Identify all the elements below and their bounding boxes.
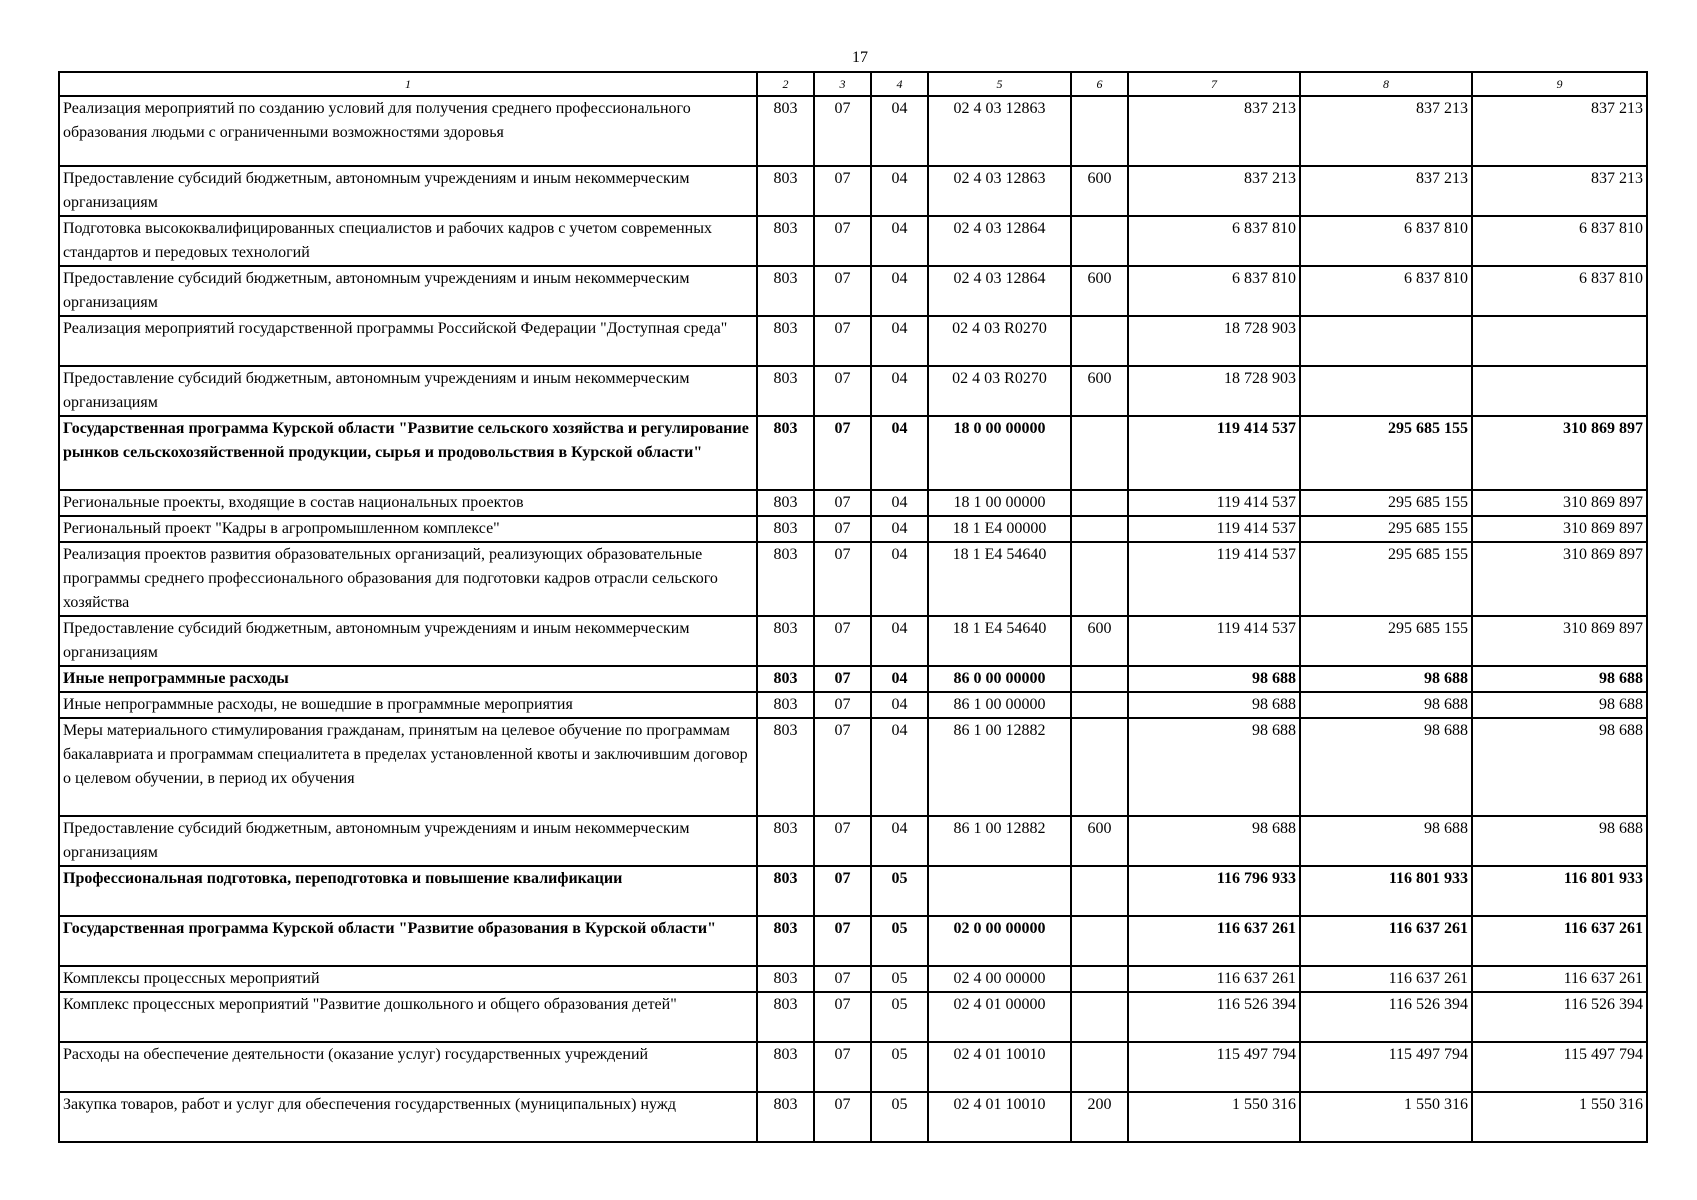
table-row — [59, 542, 1647, 616]
target-article-cell: 02 0 00 00000 — [928, 916, 1071, 966]
section-code-cell: 07 — [814, 616, 871, 666]
row-name-cell: Иные непрограммные расходы — [59, 666, 757, 692]
section-code-cell: 07 — [814, 1092, 871, 1142]
amount-year-1-cell: 119 414 537 — [1128, 616, 1300, 666]
table-row — [59, 916, 1647, 966]
section-code-cell: 07 — [814, 992, 871, 1042]
admin-code-cell: 803 — [757, 616, 814, 666]
table-row — [59, 666, 1647, 692]
row-name-cell: Реализация мероприятий по созданию условий для получения среднего профессионального образования людьми с ограниченными возможностями здоровья — [59, 96, 757, 166]
row-name-cell: Государственная программа Курской области "Развитие сельского хозяйства и регулирование рынков сельскохозяйственной продукции, сырья и продовольствия в Курской области" — [59, 416, 757, 490]
expense-type-cell — [1071, 1042, 1128, 1092]
amount-year-3-cell: 1 550 316 — [1472, 1092, 1647, 1142]
amount-year-2-cell: 6 837 810 — [1300, 266, 1472, 316]
row-name-cell: Предоставление субсидий бюджетным, автономным учреждениям и иным некоммерческим организациям — [59, 616, 757, 666]
target-article-cell: 86 1 00 00000 — [928, 692, 1071, 718]
amount-year-3-cell: 98 688 — [1472, 816, 1647, 866]
admin-code-cell: 803 — [757, 490, 814, 516]
row-name-cell: Предоставление субсидий бюджетным, автономным учреждениям и иным некоммерческим организациям — [59, 366, 757, 416]
section-code-cell: 07 — [814, 916, 871, 966]
table-row — [59, 1092, 1647, 1142]
subsection-code-cell: 05 — [871, 1042, 928, 1092]
page-number: 17 — [852, 49, 868, 66]
row-name-cell: Реализация мероприятий государственной программы Российской Федерации "Доступная среда" — [59, 316, 757, 366]
amount-year-2-cell: 295 685 155 — [1300, 490, 1472, 516]
column-number: 4 — [871, 72, 928, 96]
subsection-code-cell: 05 — [871, 916, 928, 966]
amount-year-2-cell: 295 685 155 — [1300, 416, 1472, 490]
subsection-code-cell: 04 — [871, 96, 928, 166]
target-article-cell: 02 4 00 00000 — [928, 966, 1071, 992]
amount-year-3-cell — [1472, 366, 1647, 416]
section-code-cell: 07 — [814, 1042, 871, 1092]
column-number: 2 — [757, 72, 814, 96]
amount-year-3-cell: 837 213 — [1472, 96, 1647, 166]
amount-year-1-cell: 115 497 794 — [1128, 1042, 1300, 1092]
section-code-cell: 07 — [814, 96, 871, 166]
subsection-code-cell: 04 — [871, 816, 928, 866]
amount-year-1-cell: 119 414 537 — [1128, 542, 1300, 616]
amount-year-2-cell: 295 685 155 — [1300, 542, 1472, 616]
section-code-cell: 07 — [814, 366, 871, 416]
section-code-cell: 07 — [814, 718, 871, 816]
amount-year-2-cell: 115 497 794 — [1300, 1042, 1472, 1092]
column-number: 6 — [1071, 72, 1128, 96]
table-row — [59, 96, 1647, 166]
amount-year-3-cell: 6 837 810 — [1472, 216, 1647, 266]
section-code-cell: 07 — [814, 816, 871, 866]
amount-year-1-cell: 837 213 — [1128, 166, 1300, 216]
admin-code-cell: 803 — [757, 216, 814, 266]
target-article-cell: 18 0 00 00000 — [928, 416, 1071, 490]
amount-year-3-cell: 98 688 — [1472, 666, 1647, 692]
expense-type-cell: 600 — [1071, 616, 1128, 666]
admin-code-cell: 803 — [757, 316, 814, 366]
admin-code-cell: 803 — [757, 992, 814, 1042]
expense-type-cell: 600 — [1071, 166, 1128, 216]
amount-year-2-cell: 116 526 394 — [1300, 992, 1472, 1042]
subsection-code-cell: 04 — [871, 490, 928, 516]
table-row — [59, 966, 1647, 992]
amount-year-2-cell — [1300, 366, 1472, 416]
target-article-cell: 02 4 01 10010 — [928, 1092, 1071, 1142]
target-article-cell: 02 4 03 R0270 — [928, 366, 1071, 416]
target-article-cell: 02 4 03 12864 — [928, 266, 1071, 316]
admin-code-cell: 803 — [757, 166, 814, 216]
expense-type-cell — [1071, 916, 1128, 966]
column-number: 9 — [1472, 72, 1647, 96]
amount-year-2-cell — [1300, 316, 1472, 366]
expense-type-cell — [1071, 866, 1128, 916]
admin-code-cell: 803 — [757, 966, 814, 992]
amount-year-2-cell: 116 637 261 — [1300, 966, 1472, 992]
amount-year-3-cell: 116 637 261 — [1472, 966, 1647, 992]
expense-type-cell — [1071, 966, 1128, 992]
amount-year-2-cell: 116 637 261 — [1300, 916, 1472, 966]
subsection-code-cell: 04 — [871, 216, 928, 266]
row-name-cell: Подготовка высококвалифицированных специалистов и рабочих кадров с учетом современных стандартов и передовых технологий — [59, 216, 757, 266]
admin-code-cell: 803 — [757, 516, 814, 542]
amount-year-2-cell: 6 837 810 — [1300, 216, 1472, 266]
table-row — [59, 316, 1647, 366]
column-number: 5 — [928, 72, 1071, 96]
subsection-code-cell: 04 — [871, 316, 928, 366]
target-article-cell: 02 4 01 00000 — [928, 992, 1071, 1042]
table-body — [59, 96, 1647, 1142]
amount-year-1-cell: 119 414 537 — [1128, 490, 1300, 516]
amount-year-1-cell: 1 550 316 — [1128, 1092, 1300, 1142]
row-name-cell: Меры материального стимулирования гражданам, принятым на целевое обучение по программам бакалавриата и программам специалитета в пределах установленной квоты и заключившим договор о целевом обучении, в период их обучения — [59, 718, 757, 816]
table-row — [59, 816, 1647, 866]
expense-type-cell — [1071, 692, 1128, 718]
subsection-code-cell: 05 — [871, 966, 928, 992]
target-article-cell: 02 4 01 10010 — [928, 1042, 1071, 1092]
amount-year-3-cell: 310 869 897 — [1472, 490, 1647, 516]
table-row — [59, 216, 1647, 266]
admin-code-cell: 803 — [757, 1042, 814, 1092]
expense-type-cell — [1071, 516, 1128, 542]
budget-table — [58, 71, 1648, 1143]
expense-type-cell — [1071, 992, 1128, 1042]
table-row — [59, 992, 1647, 1042]
section-code-cell: 07 — [814, 692, 871, 718]
column-number-row — [59, 72, 1647, 96]
subsection-code-cell: 04 — [871, 516, 928, 542]
row-name-cell: Региональный проект "Кадры в агропромышленном комплексе" — [59, 516, 757, 542]
admin-code-cell: 803 — [757, 718, 814, 816]
table-row — [59, 166, 1647, 216]
table-row — [59, 516, 1647, 542]
amount-year-1-cell: 116 637 261 — [1128, 966, 1300, 992]
subsection-code-cell: 04 — [871, 692, 928, 718]
amount-year-1-cell: 116 526 394 — [1128, 992, 1300, 1042]
expense-type-cell — [1071, 666, 1128, 692]
amount-year-1-cell: 119 414 537 — [1128, 416, 1300, 490]
expense-type-cell: 200 — [1071, 1092, 1128, 1142]
section-code-cell: 07 — [814, 490, 871, 516]
amount-year-1-cell: 6 837 810 — [1128, 216, 1300, 266]
expense-type-cell — [1071, 542, 1128, 616]
admin-code-cell: 803 — [757, 266, 814, 316]
amount-year-2-cell: 116 801 933 — [1300, 866, 1472, 916]
expense-type-cell — [1071, 96, 1128, 166]
row-name-cell: Предоставление субсидий бюджетным, автономным учреждениям и иным некоммерческим организациям — [59, 166, 757, 216]
section-code-cell: 07 — [814, 266, 871, 316]
table-row — [59, 718, 1647, 816]
amount-year-3-cell: 310 869 897 — [1472, 516, 1647, 542]
amount-year-2-cell: 1 550 316 — [1300, 1092, 1472, 1142]
target-article-cell: 18 1 E4 54640 — [928, 616, 1071, 666]
target-article-cell — [928, 866, 1071, 916]
section-code-cell: 07 — [814, 416, 871, 490]
amount-year-2-cell: 98 688 — [1300, 692, 1472, 718]
admin-code-cell: 803 — [757, 816, 814, 866]
subsection-code-cell: 04 — [871, 666, 928, 692]
table-row — [59, 266, 1647, 316]
amount-year-2-cell: 295 685 155 — [1300, 616, 1472, 666]
expense-type-cell: 600 — [1071, 366, 1128, 416]
target-article-cell: 18 1 E4 54640 — [928, 542, 1071, 616]
table-row — [59, 1042, 1647, 1092]
table-row — [59, 366, 1647, 416]
expense-type-cell: 600 — [1071, 816, 1128, 866]
row-name-cell: Комплексы процессных мероприятий — [59, 966, 757, 992]
table-row — [59, 692, 1647, 718]
amount-year-3-cell: 310 869 897 — [1472, 616, 1647, 666]
section-code-cell: 07 — [814, 666, 871, 692]
amount-year-1-cell: 98 688 — [1128, 718, 1300, 816]
amount-year-3-cell: 310 869 897 — [1472, 542, 1647, 616]
target-article-cell: 02 4 03 12864 — [928, 216, 1071, 266]
amount-year-2-cell: 98 688 — [1300, 666, 1472, 692]
amount-year-2-cell: 295 685 155 — [1300, 516, 1472, 542]
row-name-cell: Иные непрограммные расходы, не вошедшие в программные мероприятия — [59, 692, 757, 718]
table-row — [59, 416, 1647, 490]
target-article-cell: 02 4 03 12863 — [928, 166, 1071, 216]
subsection-code-cell: 04 — [871, 616, 928, 666]
target-article-cell: 02 4 03 12863 — [928, 96, 1071, 166]
target-article-cell: 86 0 00 00000 — [928, 666, 1071, 692]
section-code-cell: 07 — [814, 866, 871, 916]
target-article-cell: 18 1 E4 00000 — [928, 516, 1071, 542]
column-number: 7 — [1128, 72, 1300, 96]
expense-type-cell — [1071, 718, 1128, 816]
admin-code-cell: 803 — [757, 916, 814, 966]
row-name-cell: Государственная программа Курской области "Развитие образования в Курской области" — [59, 916, 757, 966]
admin-code-cell: 803 — [757, 692, 814, 718]
table-row — [59, 866, 1647, 916]
expense-type-cell: 600 — [1071, 266, 1128, 316]
subsection-code-cell: 04 — [871, 542, 928, 616]
amount-year-1-cell: 18 728 903 — [1128, 366, 1300, 416]
admin-code-cell: 803 — [757, 542, 814, 616]
subsection-code-cell: 04 — [871, 718, 928, 816]
target-article-cell: 18 1 00 00000 — [928, 490, 1071, 516]
expense-type-cell — [1071, 416, 1128, 490]
subsection-code-cell: 04 — [871, 366, 928, 416]
amount-year-3-cell: 310 869 897 — [1472, 416, 1647, 490]
subsection-code-cell: 05 — [871, 1092, 928, 1142]
section-code-cell: 07 — [814, 966, 871, 992]
target-article-cell: 86 1 00 12882 — [928, 718, 1071, 816]
column-number: 8 — [1300, 72, 1472, 96]
amount-year-3-cell: 115 497 794 — [1472, 1042, 1647, 1092]
admin-code-cell: 803 — [757, 416, 814, 490]
row-name-cell: Комплекс процессных мероприятий "Развитие дошкольного и общего образования детей" — [59, 992, 757, 1042]
amount-year-2-cell: 837 213 — [1300, 166, 1472, 216]
amount-year-3-cell: 116 801 933 — [1472, 866, 1647, 916]
amount-year-1-cell: 98 688 — [1128, 666, 1300, 692]
amount-year-2-cell: 98 688 — [1300, 816, 1472, 866]
amount-year-3-cell — [1472, 316, 1647, 366]
row-name-cell: Реализация проектов развития образовательных организаций, реализующих образовательные программы среднего профессионального образования для подготовки кадров отрасли сельского хозяйства — [59, 542, 757, 616]
amount-year-3-cell: 116 526 394 — [1472, 992, 1647, 1042]
section-code-cell: 07 — [814, 216, 871, 266]
section-code-cell: 07 — [814, 316, 871, 366]
section-code-cell: 07 — [814, 166, 871, 216]
admin-code-cell: 803 — [757, 866, 814, 916]
subsection-code-cell: 04 — [871, 416, 928, 490]
amount-year-2-cell: 837 213 — [1300, 96, 1472, 166]
row-name-cell: Региональные проекты, входящие в состав национальных проектов — [59, 490, 757, 516]
amount-year-1-cell: 119 414 537 — [1128, 516, 1300, 542]
amount-year-3-cell: 98 688 — [1472, 718, 1647, 816]
section-code-cell: 07 — [814, 542, 871, 616]
amount-year-1-cell: 116 796 933 — [1128, 866, 1300, 916]
row-name-cell: Профессиональная подготовка, переподготовка и повышение квалификации — [59, 866, 757, 916]
row-name-cell: Закупка товаров, работ и услуг для обеспечения государственных (муниципальных) нужд — [59, 1092, 757, 1142]
amount-year-3-cell: 116 637 261 — [1472, 916, 1647, 966]
subsection-code-cell: 05 — [871, 992, 928, 1042]
amount-year-3-cell: 6 837 810 — [1472, 266, 1647, 316]
expense-type-cell — [1071, 490, 1128, 516]
subsection-code-cell: 05 — [871, 866, 928, 916]
amount-year-1-cell: 98 688 — [1128, 692, 1300, 718]
table-row — [59, 490, 1647, 516]
target-article-cell: 02 4 03 R0270 — [928, 316, 1071, 366]
column-number: 1 — [59, 72, 757, 96]
subsection-code-cell: 04 — [871, 266, 928, 316]
row-name-cell: Предоставление субсидий бюджетным, автономным учреждениям и иным некоммерческим организациям — [59, 816, 757, 866]
amount-year-3-cell: 837 213 — [1472, 166, 1647, 216]
amount-year-2-cell: 98 688 — [1300, 718, 1472, 816]
column-number: 3 — [814, 72, 871, 96]
expense-type-cell — [1071, 216, 1128, 266]
admin-code-cell: 803 — [757, 96, 814, 166]
subsection-code-cell: 04 — [871, 166, 928, 216]
row-name-cell: Предоставление субсидий бюджетным, автономным учреждениям и иным некоммерческим организациям — [59, 266, 757, 316]
amount-year-1-cell: 116 637 261 — [1128, 916, 1300, 966]
row-name-cell: Расходы на обеспечение деятельности (оказание услуг) государственных учреждений — [59, 1042, 757, 1092]
amount-year-3-cell: 98 688 — [1472, 692, 1647, 718]
target-article-cell: 86 1 00 12882 — [928, 816, 1071, 866]
amount-year-1-cell: 6 837 810 — [1128, 266, 1300, 316]
admin-code-cell: 803 — [757, 366, 814, 416]
admin-code-cell: 803 — [757, 1092, 814, 1142]
amount-year-1-cell: 837 213 — [1128, 96, 1300, 166]
table-row — [59, 616, 1647, 666]
admin-code-cell: 803 — [757, 666, 814, 692]
section-code-cell: 07 — [814, 516, 871, 542]
amount-year-1-cell: 98 688 — [1128, 816, 1300, 866]
expense-type-cell — [1071, 316, 1128, 366]
amount-year-1-cell: 18 728 903 — [1128, 316, 1300, 366]
